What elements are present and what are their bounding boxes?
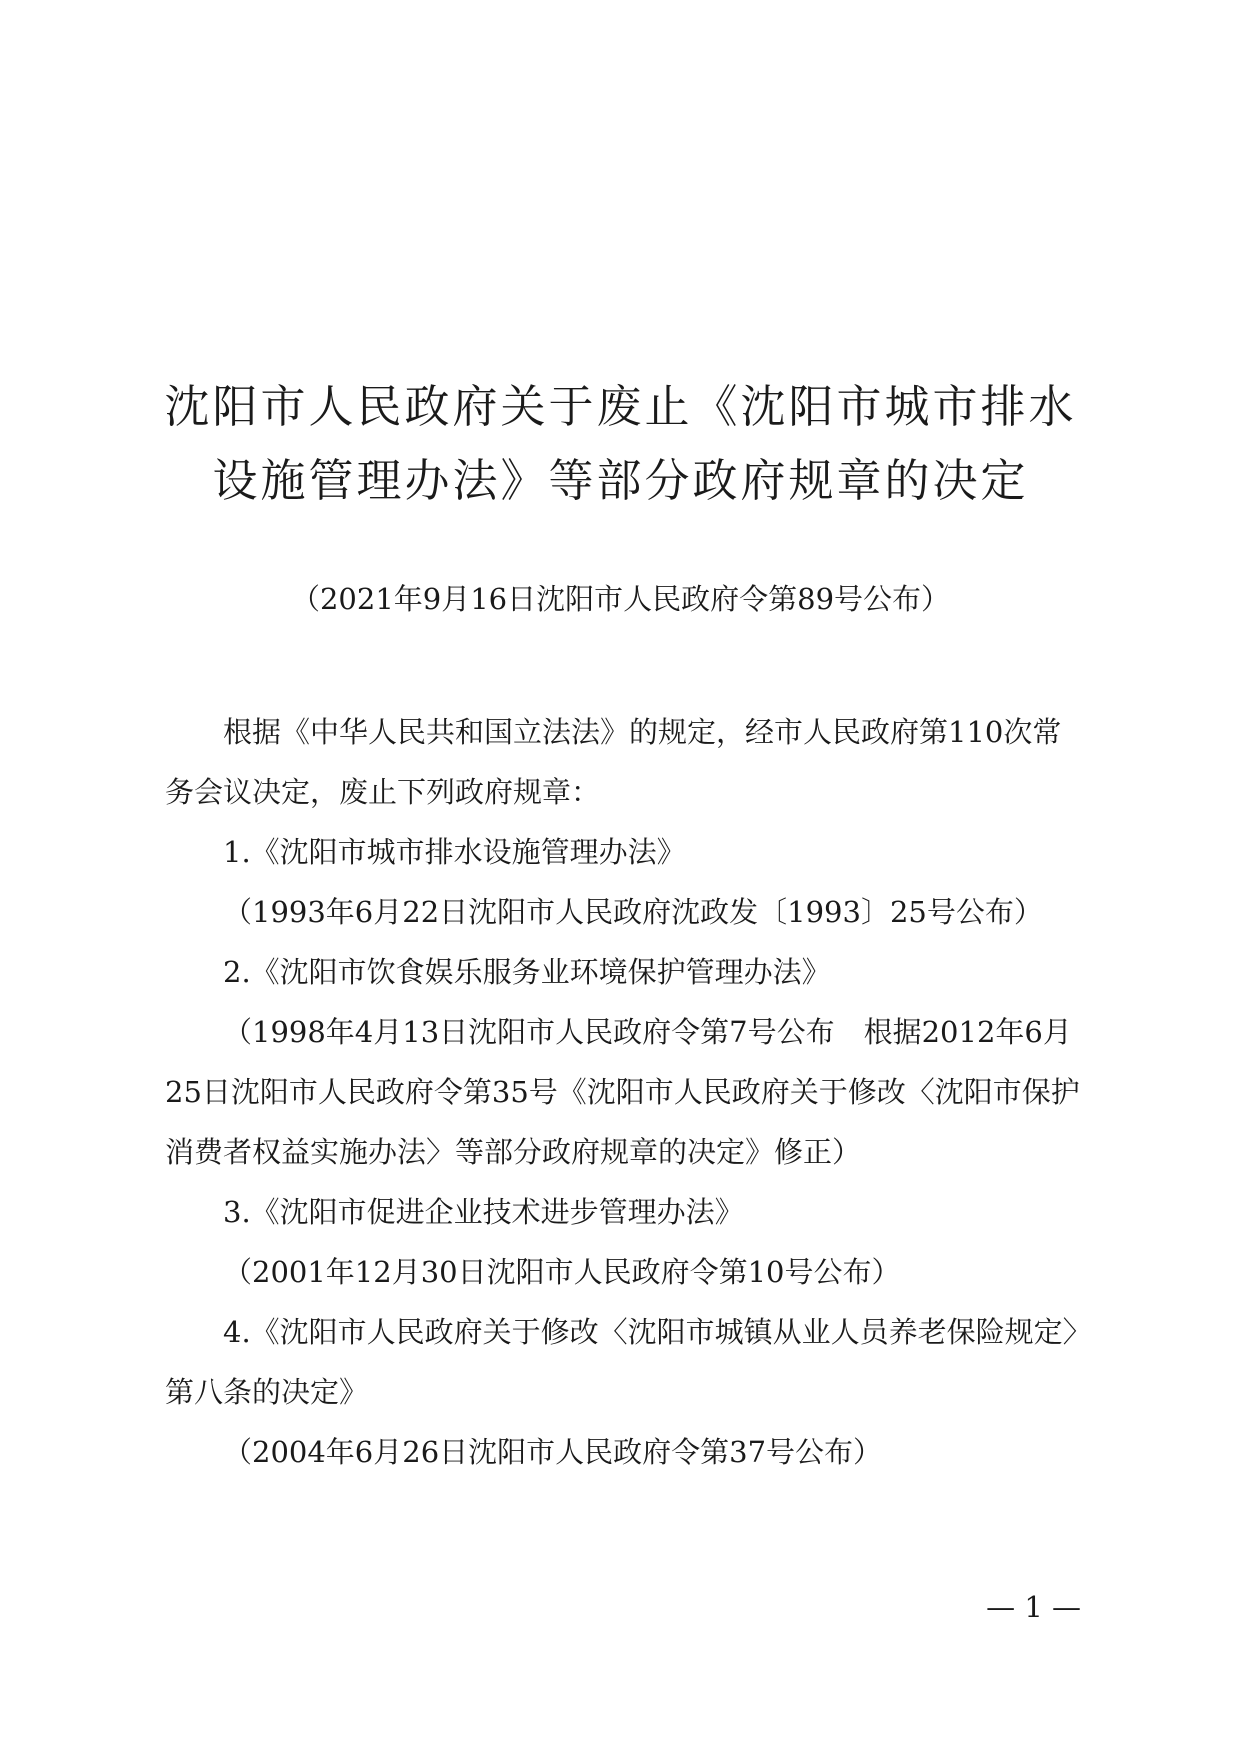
- intro-paragraph: 根据《中华人民共和国立法法》的规定，经市人民政府第110次常务会议决定，废止下列政府规章：: [165, 715, 1062, 809]
- item-2-name: 2.《沈阳市饮食娱乐服务业环境保护管理办法》: [223, 955, 831, 989]
- document-body: [165, 702, 1090, 1482]
- document-title-line-1: 沈阳市人民政府关于废止《沈阳市城市排水: [164, 380, 1077, 433]
- promulgation-note: （2021年9月16日沈阳市人民政府令第89号公布）: [290, 582, 951, 616]
- item-3-note: （2001年12月30日沈阳市人民政府令第10号公布）: [223, 1255, 901, 1289]
- page-number: — 1 —: [986, 1590, 1081, 1624]
- item-3-name: 3.《沈阳市促进企业技术进步管理办法》: [223, 1195, 744, 1229]
- item-4-note: （2004年6月26日沈阳市人民政府令第37号公布）: [223, 1435, 883, 1469]
- item-4-name: 4.《沈阳市人民政府关于修改〈沈阳市城镇从业人员养老保险规定〉第八条的决定》: [165, 1315, 1078, 1409]
- document-title-line-2: 设施管理办法》等部分政府规章的决定: [212, 454, 1029, 507]
- item-1-note: （1993年6月22日沈阳市人民政府沈政发〔1993〕25号公布）: [223, 895, 1043, 929]
- item-1-name: 1.《沈阳市城市排水设施管理办法》: [223, 835, 686, 869]
- item-2-note: （1998年4月13日沈阳市人民政府令第7号公布 根据2012年6月25日沈阳市人民政府令第35号《沈阳市人民政府关于修改〈沈阳市保护消费者权益实施办法〉等部分政府规章的决定》修正）: [165, 1015, 1080, 1169]
